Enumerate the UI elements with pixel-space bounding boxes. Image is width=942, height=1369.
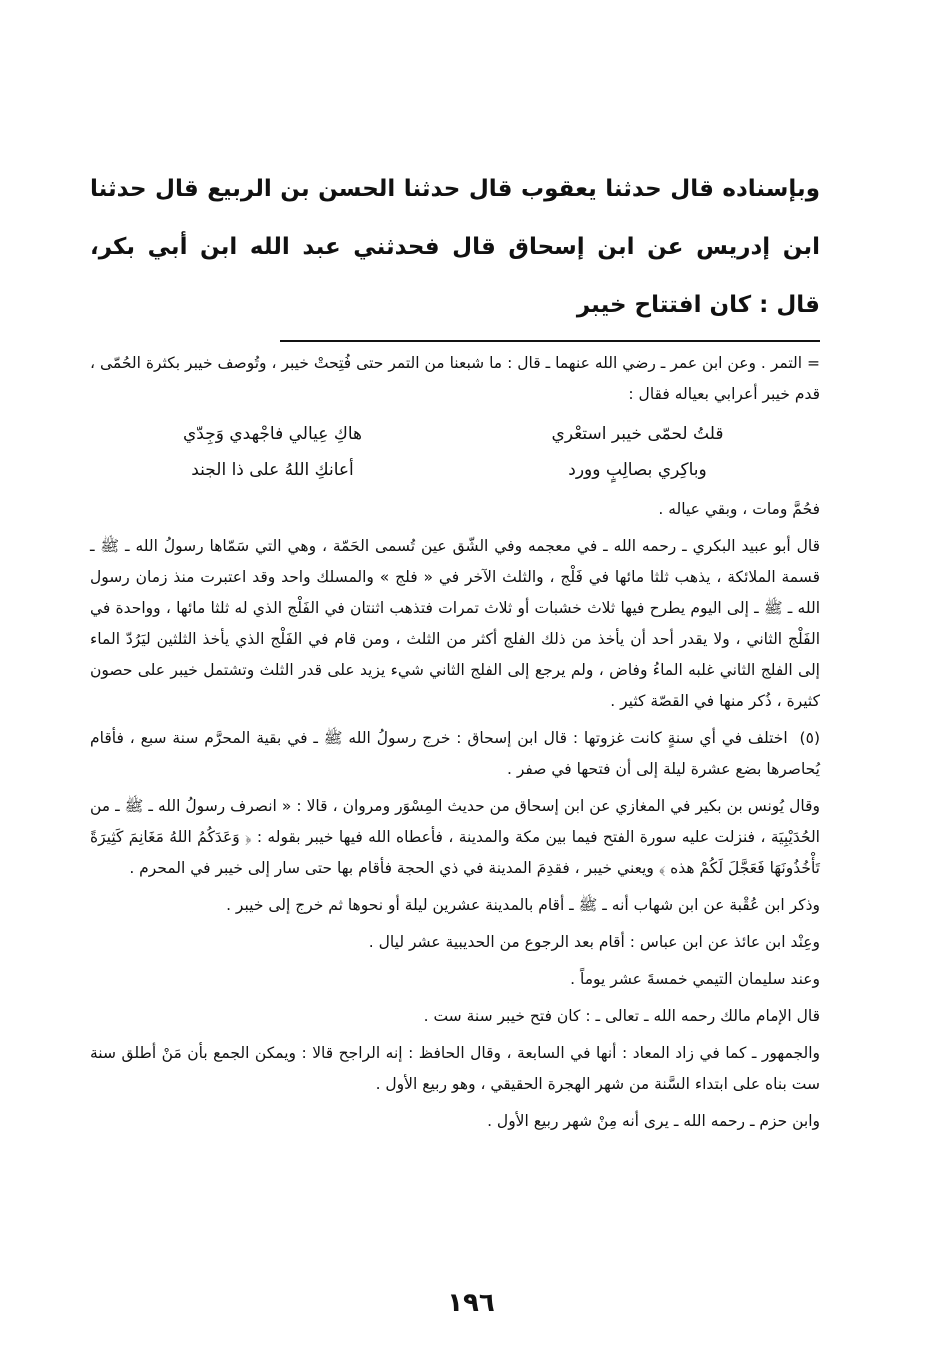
footnote-bakri: قال أبو عبيد البكري ـ رحمه الله ـ في معجمه وفي الشّق عين تُسمى الحَمّة ، وهي التي سَمّاها رسولُ الله ـ ﷺ ـ قسمة الملائكة ، يذهب ثلثا مائها في فَلْج ، والثلث الآخر في « فلج » والمسلك واحد وقد اعتبرت منذ زمان رسول الله ـ ﷺ ـ إلى اليوم يطرح فيها ثلاث خشبات أو ثلاث تمرات فتذهب اثنتان في الفَلْج الذي له ثلثا مائها ، وواحدة في الفَلْج الثاني ، ولا يقدر أحد أن يأخذ من ذلك الفلج أكثر من الثلث ، ومن قام في الفَلْج الذي يأخذ الثلثين ليَرُدّ الماء إلى الفلج الثاني غلبه الماءُ وفاض ، ولم يرجع إلى الفلج الثاني شيء يزيد على قدر الثلث وتشتمل خيبر على حصون كثيرة ، ذُكر منها في القصّة كثير . <box>90 537 820 710</box>
footnote-5-text: اختلف في أي سنةٍ كانت غزوتها : قال ابن إسحاق : خرج رسولُ الله ﷺ ـ في بقية المحرَّم سنة سبع ، فأقام يُحاصرها بضع عشرة ليلة إلى أن فتحها في صفر . <box>90 729 820 778</box>
footnote-ibn-uqba: وذكر ابن عُقْبة عن ابن شهاب أنه ـ ﷺ ـ أقام بالمدينة عشرين ليلة أو نحوها ثم خرج إلى خيبر . <box>226 896 820 914</box>
footnote-taymi: وعند سليمان التيمي خمسةَ عشر يوماً . <box>570 970 820 988</box>
footnote-malik: قال الإمام مالك رحمه الله ـ تعالى ـ : كان فتح خيبر سنة ست . <box>423 1007 820 1025</box>
footnote-5 <box>90 723 820 785</box>
page-body <box>90 160 820 1143</box>
footnote-5-marker: (٥) <box>799 729 820 747</box>
footnote-divider <box>280 340 820 342</box>
page-number: ١٩٦ <box>447 1288 495 1318</box>
footnotes-section <box>90 348 820 1137</box>
footnote-yunus: وقال يُونس بن بكير في المغازي عن ابن إسحاق من حديث المِسْوَر ومروان ، قالا : « انصرف رسولُ الله ـ ﷺ ـ من الحُدَيْبِيَة ، فنزلت عليه سورة الفتح فيما بين مكة والمدينة ، فأعطاه الله فيها خيبر بقوله : ﴿ وَعَدَكُمُ اللهُ مَغَانِمَ كَثِيرَةً تَأْخُذُونَهَا فَعَجَّلَ لَكُمْ هذه ﴾ ويعني خيبر ، فقدِمَ المدينة في ذي الحجة فأقام بها حتى سار إلى خيبر في المحرم . <box>90 797 820 877</box>
footnote-ibn-aidh: وعِنْد ابن عائذ عن ابن عباس : أقام بعد الرجوع من الحديبية عشر ليال . <box>368 933 820 951</box>
footnote-after-poem: فحُمَّ ومات ، وبقي عياله . <box>658 500 820 518</box>
poem <box>120 416 790 488</box>
poem-verse1-left: هاكِ عِيالي فاجْهدي وَجِدّي <box>183 424 362 444</box>
main-paragraph: وبإسناده قال حدثنا يعقوب قال حدثنا الحسن بن الربيع قال حدثنا ابن إدريس عن ابن إسحاق قال فحدثني عبد الله ابن أبي بكر، قال : كان افتتاح خيبر <box>90 176 820 318</box>
footnote-ibn-hazm: وابن حزم ـ رحمه الله ـ يرى أنه مِنْ شهر ربيع الأول . <box>487 1112 820 1130</box>
poem-verse2-right: وباكِري بصالِبٍ وورد <box>568 460 707 480</box>
footnote-jumhur: والجمهور ـ كما في زاد المعاد : أنها في السابعة ، وقال الحافظ : إنه الراجح قالا : ويمكن الجمع بأن مَنْ أطلق سنة ست بناه على ابتداء السَّنة من شهر الهجرة الحقيقي ، وهو ربيع الأول . <box>90 1044 820 1093</box>
poem-verse1-right: قلتُ لحمّى خيبر استعْري <box>551 424 724 444</box>
poem-verse2-left: أعانكِ اللهُ على ذا الجند <box>191 460 354 480</box>
footnote-intro: = التمر . وعن ابن عمر ـ رضي الله عنهما ـ قال : ما شبعنا من التمر حتى فُتِحتْ خيبر ، وتُوصف خيبر بكثرة الحُمّى ، قدم خيبر أعرابي بعياله فقال : <box>90 354 820 403</box>
